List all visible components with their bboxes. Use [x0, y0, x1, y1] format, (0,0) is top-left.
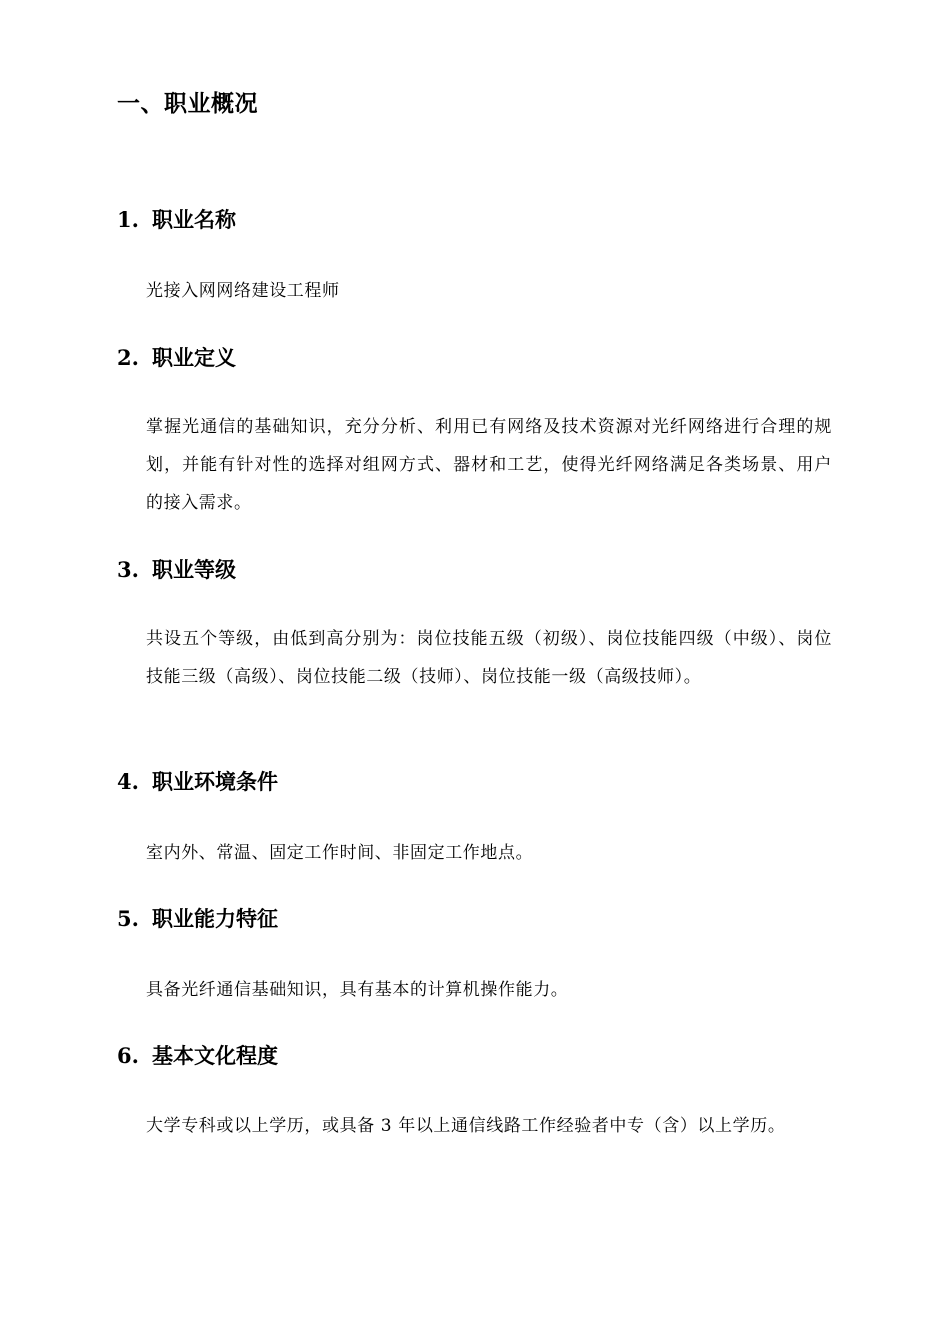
- section-heading-occupation-definition: [117, 342, 236, 374]
- section-title: 基本文化程度: [152, 1044, 278, 1068]
- section-number: 4.: [117, 769, 139, 794]
- section-body-occupation-definition: 掌握光通信的基础知识，充分分析、利用已有网络及技术资源对光纤网络进行合理的规划，并能有针对性的选择对组网方式、器材和工艺，使得光纤网络满足各类场景、用户的接入需求。: [146, 417, 832, 513]
- section-title: 职业定义: [152, 346, 236, 370]
- section-heading-occupation-levels: [117, 554, 236, 586]
- chapter-title: 一、职业概况: [117, 91, 258, 117]
- section-body-ability-characteristics: 具备光纤通信基础知识，具有基本的计算机操作能力。: [146, 980, 569, 1000]
- section-heading-occupation-name: [117, 204, 236, 236]
- section-number: 2.: [117, 345, 139, 370]
- section-body-work-environment: 室内外、常温、固定工作时间、非固定工作地点。: [146, 843, 534, 863]
- section-body-occupation-name: 光接入网网络建设工程师: [146, 281, 340, 301]
- section-number: 3.: [117, 557, 139, 582]
- section-heading-ability-characteristics: [117, 903, 278, 935]
- section-body-occupation-levels: 共设五个等级，由低到高分别为：岗位技能五级（初级）、岗位技能四级（中级）、岗位技能三级（高级）、岗位技能二级（技师）、岗位技能一级（高级技师）。: [146, 629, 832, 687]
- section-number: 1.: [117, 207, 139, 232]
- section-body-education-level: 大学专科或以上学历，或具备 3 年以上通信线路工作经验者中专（含）以上学历。: [146, 1116, 786, 1136]
- section-title: 职业等级: [152, 558, 236, 582]
- section-title: 职业名称: [152, 208, 236, 232]
- section-title: 职业能力特征: [152, 907, 278, 931]
- section-heading-work-environment: [117, 766, 278, 798]
- section-number: 6.: [117, 1043, 139, 1068]
- section-number: 5.: [117, 906, 139, 931]
- section-heading-education-level: [117, 1040, 278, 1072]
- section-title: 职业环境条件: [152, 770, 278, 794]
